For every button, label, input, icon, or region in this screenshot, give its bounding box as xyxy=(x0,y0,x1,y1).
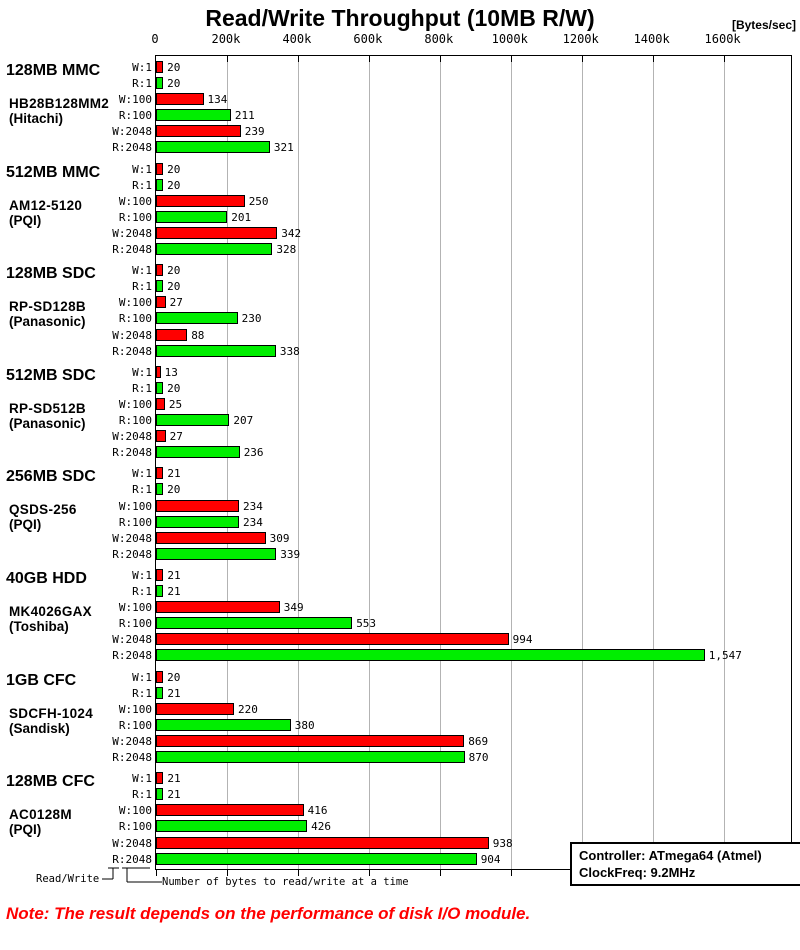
device-model: AM12-5120 xyxy=(9,197,83,213)
bar-value-label: 328 xyxy=(276,243,297,257)
bar-row xyxy=(132,585,791,601)
write-bar xyxy=(156,329,187,341)
read-bar xyxy=(156,77,163,89)
bar-value-label: 88 xyxy=(191,328,205,342)
bar-value-label: 211 xyxy=(234,109,255,123)
bar-row-label: R:1 xyxy=(132,483,152,497)
bar-row xyxy=(132,772,791,788)
clockfreq-line: ClockFreq: 9.2MHz xyxy=(579,865,696,880)
bar-row-label: R:2048 xyxy=(112,751,152,765)
bar-value-label: 20 xyxy=(167,178,181,192)
bar-row-label: W:2048 xyxy=(112,734,152,748)
bar-row-label: W:1 xyxy=(132,670,152,684)
device-group xyxy=(6,666,791,768)
bar-row-label: W:2048 xyxy=(112,633,152,647)
bar-row xyxy=(112,430,791,446)
bar-value-label: 27 xyxy=(169,296,183,310)
bar-row xyxy=(118,414,791,430)
bar-row-label: R:2048 xyxy=(112,547,152,561)
read-bar xyxy=(156,820,307,832)
bar-row-label: W:100 xyxy=(118,499,152,513)
read-bar xyxy=(156,687,163,699)
device-brand: (Panasonic) xyxy=(9,314,86,330)
device-brand: (PQI) xyxy=(9,517,42,533)
device-brand: (Hitachi) xyxy=(9,111,63,126)
bar-row xyxy=(118,499,791,516)
read-bar xyxy=(156,483,163,495)
read-bar xyxy=(156,179,163,191)
bar-row xyxy=(112,649,791,665)
bar-row-label: R:100 xyxy=(118,617,152,631)
read-bar xyxy=(156,548,276,560)
read-bar xyxy=(156,719,291,731)
read-bar xyxy=(156,649,705,661)
bar-value-label: 342 xyxy=(281,226,302,240)
read-bar xyxy=(156,109,231,121)
bar-value-label: 380 xyxy=(294,718,315,732)
axis-tick-label: 1600k xyxy=(704,32,741,46)
footnote: Note: The result depends on the performance of disk I/O module. xyxy=(6,904,531,923)
bar-row-label: W:100 xyxy=(118,804,152,818)
bar-row xyxy=(112,446,791,462)
axis-tick-label: 1000k xyxy=(491,32,528,46)
write-bar xyxy=(156,125,241,137)
bar-value-label: 25 xyxy=(168,397,183,411)
device-model: RP-SD512B xyxy=(9,400,86,416)
device-group xyxy=(6,462,791,564)
bar-value-label: 21 xyxy=(167,585,181,599)
bar-row-label: R:1 xyxy=(132,788,152,802)
x-axis xyxy=(151,32,800,48)
write-bar xyxy=(156,195,245,207)
chart-title: Read/Write Throughput (10MB R/W) xyxy=(205,5,595,31)
bar-row xyxy=(118,601,791,617)
bar-value-label: 309 xyxy=(269,531,290,545)
write-bar xyxy=(156,296,166,308)
write-bar xyxy=(156,633,509,645)
bar-row xyxy=(118,617,791,633)
device-name: 512MB SDC xyxy=(6,366,96,384)
bar-row xyxy=(112,547,791,564)
bar-value-label: 220 xyxy=(238,702,258,716)
write-bar xyxy=(156,61,163,73)
axis-tick-label: 200k xyxy=(211,32,241,46)
write-bar xyxy=(156,500,239,512)
bar-value-label: 1,547 xyxy=(708,649,742,663)
axis-tick-label: 800k xyxy=(424,32,454,46)
bar-value-label: 938 xyxy=(492,836,513,850)
bar-row xyxy=(132,686,791,703)
bar-row xyxy=(118,109,791,125)
bar-row-label: W:1 xyxy=(132,365,152,379)
axis-tick-mark xyxy=(227,869,228,876)
bar-value-label: 20 xyxy=(167,264,181,278)
read-bar xyxy=(156,446,240,458)
device-name: 128MB SDC xyxy=(6,265,96,283)
axis-units-label: [Bytes/sec] xyxy=(731,18,796,32)
axis-tick-label: 600k xyxy=(353,32,383,46)
bar-value-label: 21 xyxy=(167,772,181,786)
axis-tick-mark xyxy=(440,869,441,876)
bar-row-label: W:1 xyxy=(132,568,152,582)
bar-row-label: R:2048 xyxy=(112,243,152,257)
device-name: 256MB SDC xyxy=(6,468,96,486)
bar-value-label: 201 xyxy=(231,210,252,224)
device-model: HB28B128MM2 xyxy=(9,96,110,111)
read-bar xyxy=(156,788,163,800)
bar-row xyxy=(118,397,791,414)
bar-row-label: W:1 xyxy=(132,61,152,74)
device-model: QSDS-256 xyxy=(9,502,77,518)
write-bar xyxy=(156,532,266,544)
bar-row xyxy=(118,312,791,328)
bar-value-label: 20 xyxy=(167,280,181,294)
write-bar xyxy=(156,163,163,175)
bar-value-label: 869 xyxy=(468,734,489,748)
bar-row xyxy=(118,820,791,836)
bar-row xyxy=(132,280,791,296)
legend-connector-lines xyxy=(100,866,166,888)
bar-value-label: 234 xyxy=(243,515,263,529)
bar-value-label: 239 xyxy=(244,125,265,139)
device-group xyxy=(6,158,791,260)
bar-row-label: W:1 xyxy=(132,772,152,786)
bar-row xyxy=(132,788,791,804)
bar-row xyxy=(132,483,791,499)
write-bar xyxy=(156,837,489,849)
bar-row-label: W:100 xyxy=(118,194,152,208)
device-brand: (PQI) xyxy=(9,822,42,838)
bar-value-label: 321 xyxy=(273,141,294,155)
bar-value-label: 339 xyxy=(280,547,301,561)
bar-row xyxy=(112,633,791,649)
bar-value-label: 338 xyxy=(279,344,300,358)
bar-row-label: R:1 xyxy=(132,381,152,395)
bar-row xyxy=(118,296,791,312)
bar-row-label: W:2048 xyxy=(112,125,152,139)
device-group xyxy=(6,564,791,666)
bar-value-label: 20 xyxy=(167,381,181,395)
axis-tick-label: 1400k xyxy=(633,32,670,46)
bar-value-label: 230 xyxy=(241,312,262,326)
device-model: SDCFH-1024 xyxy=(9,705,94,721)
bar-row xyxy=(118,515,791,532)
bar-row xyxy=(112,531,791,548)
bar-row xyxy=(112,226,791,243)
device-name: 1GB CFC xyxy=(6,671,77,689)
bar-value-label: 21 xyxy=(167,568,181,582)
bar-value-label: 349 xyxy=(283,601,304,615)
write-bar xyxy=(156,735,464,747)
bar-row-label: W:2048 xyxy=(112,226,152,240)
read-bar xyxy=(156,414,229,426)
bar-row-label: W:2048 xyxy=(112,328,152,342)
device-brand: (Panasonic) xyxy=(9,415,86,431)
bar-row-label: W:1 xyxy=(132,162,152,176)
bar-row-label: W:2048 xyxy=(112,836,152,850)
bar-row xyxy=(132,467,791,483)
read-bar xyxy=(156,141,270,153)
bar-value-label: 134 xyxy=(207,93,228,107)
write-bar xyxy=(156,467,163,479)
device-name: 128MB CFC xyxy=(6,773,95,791)
bar-row xyxy=(132,162,791,179)
write-bar xyxy=(156,601,280,613)
axis-tick-label: 1200k xyxy=(562,32,599,46)
read-bar xyxy=(156,243,272,255)
device-name: 128MB MMC xyxy=(6,62,101,79)
axis-tick-mark xyxy=(298,869,299,876)
device-model: RP-SD128B xyxy=(9,299,86,315)
write-bar xyxy=(156,227,277,239)
axis-tick-mark xyxy=(369,869,370,876)
bar-row xyxy=(132,77,791,93)
device-group xyxy=(6,56,791,158)
bar-row-label: R:2048 xyxy=(112,852,152,866)
bar-row xyxy=(118,718,791,735)
bar-row xyxy=(112,125,791,141)
device-model: AC0128M xyxy=(9,807,72,823)
write-bar xyxy=(156,671,163,683)
bar-row xyxy=(112,328,791,345)
write-bar xyxy=(156,398,165,410)
device-group xyxy=(6,361,791,463)
bar-row xyxy=(132,61,791,77)
read-bar xyxy=(156,516,239,528)
bar-value-label: 20 xyxy=(167,670,181,684)
write-bar xyxy=(156,264,163,276)
bar-row xyxy=(132,365,791,382)
bar-value-label: 904 xyxy=(480,852,501,866)
bar-value-label: 21 xyxy=(167,686,181,700)
bar-value-label: 21 xyxy=(167,788,181,802)
bar-row xyxy=(118,194,791,211)
bar-row xyxy=(118,210,791,227)
bar-value-label: 250 xyxy=(248,194,269,208)
read-bar xyxy=(156,312,238,324)
bar-row-label: R:2048 xyxy=(112,649,152,663)
bar-value-label: 20 xyxy=(167,61,181,74)
bar-row-label: R:100 xyxy=(118,312,152,326)
bar-value-label: 13 xyxy=(164,365,178,379)
read-bar xyxy=(156,211,227,223)
device-name: 40GB HDD xyxy=(6,569,87,587)
bar-row-label: W:100 xyxy=(118,296,152,310)
bar-row-label: W:100 xyxy=(118,93,152,107)
bar-row xyxy=(132,381,791,398)
write-bar xyxy=(156,93,204,105)
device-group xyxy=(6,259,791,361)
axis-tick-label: 0 xyxy=(151,32,159,46)
bar-row xyxy=(132,264,791,280)
bar-value-label: 20 xyxy=(167,77,181,91)
bar-value-label: 994 xyxy=(512,633,533,647)
bar-row-label: R:100 xyxy=(118,515,152,529)
bar-row-label: R:1 xyxy=(132,686,152,700)
bar-row xyxy=(112,141,791,157)
bar-row xyxy=(132,178,791,195)
bar-value-label: 234 xyxy=(243,499,263,513)
controller-line: Controller: ATmega64 (Atmel) xyxy=(579,848,762,863)
read-bar xyxy=(156,617,352,629)
write-bar xyxy=(156,703,234,715)
bar-row-label: W:100 xyxy=(118,601,152,615)
bar-row-label: R:100 xyxy=(118,414,152,428)
device-brand: (Toshiba) xyxy=(9,618,69,634)
bar-row xyxy=(118,702,791,719)
bar-row-label: R:1 xyxy=(132,585,152,599)
bar-row-label: W:2048 xyxy=(112,430,152,444)
bar-value-label: 416 xyxy=(307,804,328,818)
bar-row-label: W:1 xyxy=(132,264,152,278)
bar-row-label: W:100 xyxy=(118,702,152,716)
read-bar xyxy=(156,382,163,394)
bar-row-label: R:2048 xyxy=(112,141,152,155)
controller-info-box xyxy=(570,842,800,886)
bar-row-label: W:100 xyxy=(118,397,152,411)
bar-row xyxy=(132,568,791,585)
plot-area xyxy=(6,55,792,870)
write-bar xyxy=(156,772,163,784)
bar-row xyxy=(112,751,791,767)
read-bar xyxy=(156,585,163,597)
bar-row-label: R:100 xyxy=(118,718,152,732)
bar-row xyxy=(118,804,791,820)
axis-tick-mark xyxy=(511,869,512,876)
bar-value-label: 27 xyxy=(169,430,183,444)
bar-row-label: R:2048 xyxy=(112,344,152,358)
bar-row xyxy=(112,734,791,751)
legend-read-write-label: Read/Write xyxy=(36,873,100,885)
bar-row xyxy=(132,670,791,687)
bar-row-label: R:1 xyxy=(132,280,152,294)
bar-row-label: W:2048 xyxy=(112,531,152,545)
bar-value-label: 207 xyxy=(233,414,254,428)
bar-row-label: R:100 xyxy=(118,109,152,123)
bar-row-label: R:100 xyxy=(118,820,152,834)
device-model: MK4026GAX xyxy=(9,603,92,619)
write-bar xyxy=(156,366,161,378)
bar-row-label: R:1 xyxy=(132,77,152,91)
bar-row-label: R:100 xyxy=(118,210,152,224)
bar-value-label: 236 xyxy=(243,446,264,460)
bar-row xyxy=(112,243,791,259)
bar-value-label: 870 xyxy=(468,751,489,765)
bar-value-label: 21 xyxy=(167,467,181,481)
write-bar xyxy=(156,569,163,581)
bar-row xyxy=(112,344,791,361)
read-bar xyxy=(156,345,276,357)
device-brand: (Sandisk) xyxy=(9,720,70,736)
read-bar xyxy=(156,853,477,865)
bar-row-label: R:2048 xyxy=(112,446,152,460)
bar-row xyxy=(118,93,791,109)
bar-row-label: W:1 xyxy=(132,467,152,481)
axis-tick-label: 400k xyxy=(282,32,312,46)
write-bar xyxy=(156,430,166,442)
write-bar xyxy=(156,804,304,816)
legend-bytes-at-a-time-label: Number of bytes to read/write at a time xyxy=(162,876,409,888)
bar-value-label: 20 xyxy=(167,483,181,497)
bar-value-label: 20 xyxy=(167,162,181,176)
device-name: 512MB MMC xyxy=(6,163,101,181)
read-bar xyxy=(156,280,163,292)
bar-value-label: 553 xyxy=(356,617,377,631)
bar-row-label: R:1 xyxy=(132,178,152,192)
read-bar xyxy=(156,751,465,763)
device-brand: (PQI) xyxy=(9,212,42,228)
bar-value-label: 426 xyxy=(311,820,331,834)
